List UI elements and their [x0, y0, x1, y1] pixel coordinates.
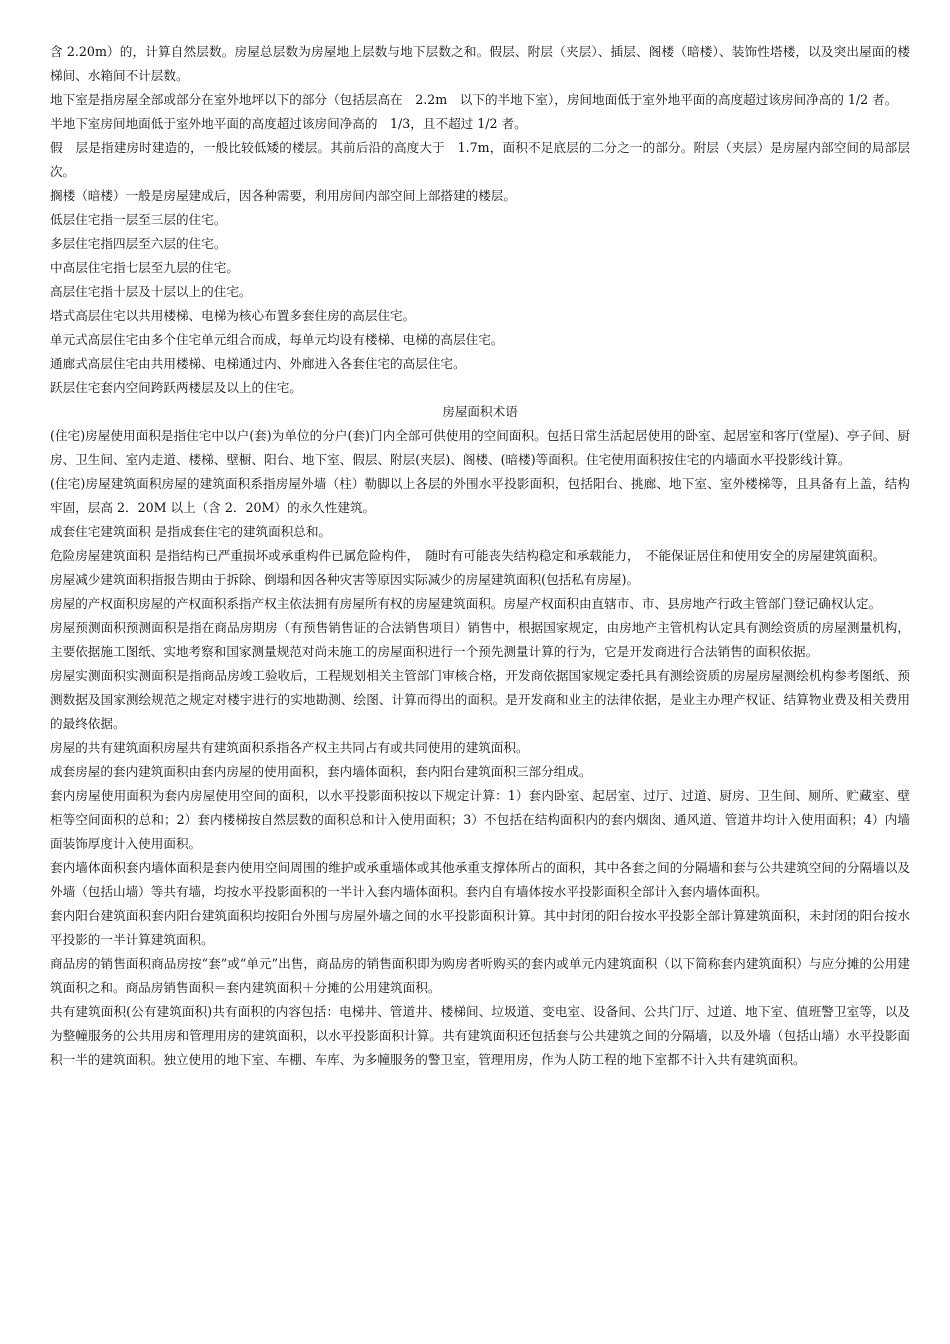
paragraph-corridor-high-rise: 通廊式高层住宅由共用楼梯、电梯通过内、外廊进入各套住宅的高层住宅。 — [50, 356, 466, 371]
paragraph-mid-high-rise: 中高层住宅指七层至九层的住宅。 — [50, 260, 239, 275]
document-page — [50, 40, 910, 1072]
term-shared-area: 房屋的共有建筑面积房屋共有建筑面积系指各产权主共同占有或共同使用的建筑面积。 — [50, 740, 529, 755]
term-unit-inner-area: 成套房屋的套内建筑面积由套内房屋的使用面积，套内墙体面积，套内阳台建筑面积三部分组成。 — [50, 764, 592, 779]
paragraph-duplex: 跃层住宅套内空间跨跃两楼层及以上的住宅。 — [50, 380, 302, 395]
term-sales-area: 商品房的销售面积商品房按“套”或“单元”出售，商品房的销售面积即为购房者听购买的套内或单元内建筑面积（以下简称套内建筑面积）与应分摊的公用建筑面积之和。商品房销售面积＝套内建筑面积＋分摊的公用建筑面积。 — [50, 956, 910, 995]
paragraph-high-rise: 高层住宅指十层及十层以上的住宅。 — [50, 284, 252, 299]
term-measured-area: 房屋实测面积实测面积是指商品房竣工验收后，工程规划相关主管部门审核合格，开发商依据国家规定委托具有测绘资质的房屋房屋测绘机构参考图纸、预测数据及国家测绘规范之规定对楼宇进行的实地勘测、绘图、计算而得出的面积。是开发商和业主的法律依据，是业主办理产权证、结算物业费及相关费用的最终依据。 — [50, 668, 910, 731]
term-reduced-area: 房屋减少建筑面积指报告期由于拆除、倒塌和因各种灾害等原因实际减少的房屋建筑面积(包括私有房屋)。 — [50, 572, 640, 587]
term-unit-wall-area: 套内墙体面积套内墙体面积是套内使用空间周围的维护或承重墙体或其他承重支撑体所占的面积，其中各套之间的分隔墙和套与公共建筑空间的分隔墙以及外墙（包括山墙）等共有墙，均按水平投影面积的一半计入套内墙体面积。套内自有墙体按水平投影面积全部计入套内墙体面积。 — [50, 860, 910, 899]
paragraph-basement: 地下室是指房屋全部或部分在室外地坪以下的部分（包括层高在 2.2m 以下的半地下室），房间地面低于室外地平面的高度超过该房间净高的 1/2 者。 — [50, 92, 898, 107]
term-common-area: 共有建筑面积(公有建筑面积)共有面积的内容包括：电梯井、管道井、楼梯间、垃圾道、变电室、设备间、公共门厅、过道、地下室、值班警卫室等，以及为整幢服务的公共用房和管理用房的建筑面积，以水平投影面积计算。共有建筑面积还包括套与公共建筑之间的分隔墙，以及外墙（包括山墙）水平投影面积一半的建筑面积。独立使用的地下室、车棚、车库、为多幢服务的警卫室，管理用房，作为人防工程的地下室都不计入共有建筑面积。 — [50, 1004, 910, 1067]
paragraph-loft: 搁楼（暗楼）一般是房屋建成后，因各种需要，利用房间内部空间上部搭建的楼层。 — [50, 188, 516, 203]
term-property-right-area: 房屋的产权面积房屋的产权面积系指产权主依法拥有房屋所有权的房屋建筑面积。房屋产权面积由直辖市、市、县房地产行政主管部门登记确权认定。 — [50, 596, 882, 611]
section-title: 房屋面积术语 — [442, 404, 518, 419]
paragraph-semi-basement: 半地下室房间地面低于室外地平面的高度超过该房间净高的 1/3，且不超过 1/2 者。 — [50, 116, 527, 131]
term-unit-balcony-area: 套内阳台建筑面积套内阳台建筑面积均按阳台外围与房屋外墙之间的水平投影面积计算。其中封闭的阳台按水平投影全部计算建筑面积，未封闭的阳台按水平投影的一半计算建筑面积。 — [50, 908, 910, 947]
term-usable-area: (住宅)房屋使用面积是指住宅中以户(套)为单位的分户(套)门内全部可供使用的空间面积。包括日常生活起居使用的卧室、起居室和客厅(堂屋)、亭子间、厨房、卫生间、室内走道、楼梯、壁橱、阳台、地下室、假层、附层(夹层)、阁楼、(暗楼)等面积。住宅使用面积按住宅的内墙面水平投影线计算。 — [50, 428, 910, 467]
term-forecast-area: 房屋预测面积预测面积是指在商品房期房（有预售销售证的合法销售项目）销售中，根据国家规定，由房地产主管机构认定具有测绘资质的房屋测量机构，主要依据施工图纸、实地考察和国家测量规范对尚未施工的房屋面积进行一个预先测量计算的行为，它是开发商进行合法销售的面积依据。 — [50, 620, 910, 659]
paragraph-low-rise: 低层住宅指一层至三层的住宅。 — [50, 212, 227, 227]
paragraph-multi-storey: 多层住宅指四层至六层的住宅。 — [50, 236, 227, 251]
term-complete-unit-area: 成套住宅建筑面积 是指成套住宅的建筑面积总和。 — [50, 524, 332, 539]
paragraph-unit-high-rise: 单元式高层住宅由多个住宅单元组合而成，每单元均设有楼梯、电梯的高层住宅。 — [50, 332, 504, 347]
term-dangerous-building-area: 危险房屋建筑面积 是指结构已严重损坏或承重构件已属危险构件， 随时有可能丧失结构稳定和承载能力， 不能保证居住和使用安全的房屋建筑面积。 — [50, 548, 886, 563]
paragraph-tower-high-rise: 塔式高层住宅以共用楼梯、电梯为核心布置多套住房的高层住宅。 — [50, 308, 416, 323]
term-unit-usable-area: 套内房屋使用面积为套内房屋使用空间的面积，以水平投影面积按以下规定计算：1）套内卧室、起居室、过厅、过道、厨房、卫生间、厕所、贮藏室、壁柜等空间面积的总和；2）套内楼梯按自然层数的面积总和计入使用面积；3）不包括在结构面积内的套内烟囱、通风道、管道井均计入使用面积；4）内墙面装饰厚度计入使用面积。 — [50, 788, 910, 851]
term-building-area: (住宅)房屋建筑面积房屋的建筑面积系指房屋外墙（柱）勒脚以上各层的外围水平投影面积，包括阳台、挑廊、地下室、室外楼梯等，且具备有上盖，结构牢固，层高 2．20M 以上（含 2．20M）的永久性建筑。 — [50, 476, 910, 515]
paragraph-false-floor: 假 层是指建房时建造的，一般比较低矮的楼层。其前后沿的高度大于 1.7m，面积不足底层的二分之一的部分。附层（夹层）是房屋内部空间的局部层次。 — [50, 140, 910, 179]
paragraph-floor-count: 含 2.20m）的，计算自然层数。房屋总层数为房屋地上层数与地下层数之和。假层、附层（夹层）、插层、阁楼（暗楼）、装饰性塔楼，以及突出屋面的楼梯间、水箱间不计层数。 — [50, 44, 910, 83]
